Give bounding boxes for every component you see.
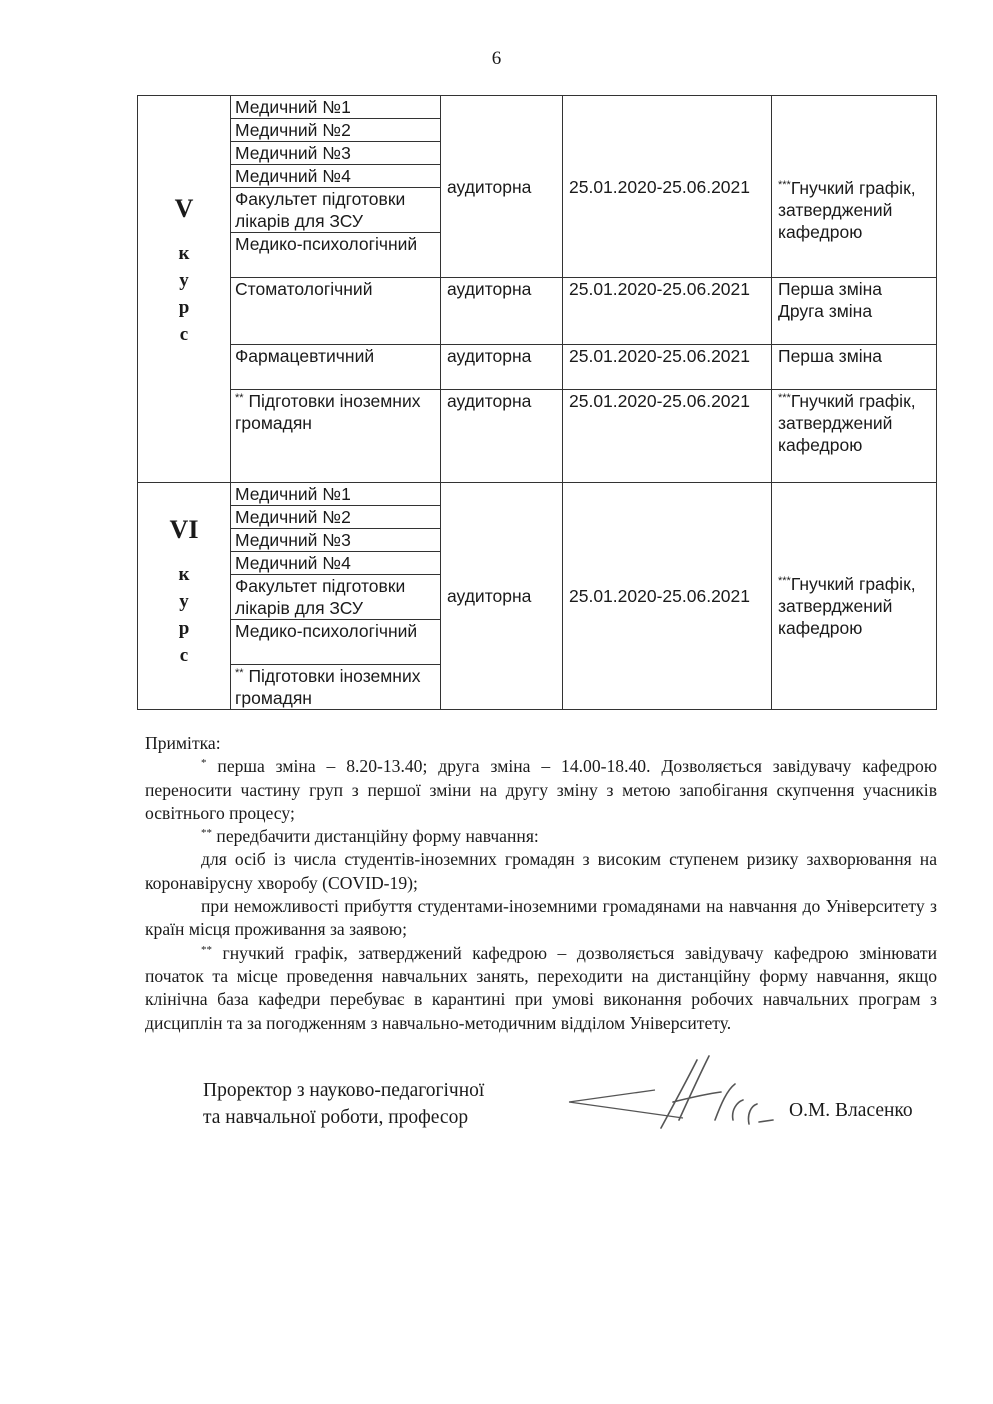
- table-row: [138, 96, 937, 119]
- handwritten-signature: [565, 1050, 785, 1140]
- schedule-table: [137, 95, 937, 710]
- note-text: передбачити дистанційну форму навчання:: [216, 826, 539, 847]
- course-cell-v: [138, 96, 231, 483]
- schedule-cell: Перша зміна Друга зміна: [772, 278, 937, 345]
- course-letter: к: [178, 564, 190, 585]
- note-distance: [145, 825, 937, 848]
- footnote-mark: **: [235, 392, 244, 404]
- schedule-cell: Перша зміна: [772, 345, 937, 390]
- study-period: 25.01.2020-25.06.2021: [563, 96, 772, 278]
- study-period: 25.01.2020-25.06.2021: [563, 483, 772, 710]
- faculty-name: Медичний №3: [231, 142, 441, 165]
- faculty-name: Медичний №1: [231, 96, 441, 119]
- study-period: 25.01.2020-25.06.2021: [563, 390, 772, 483]
- table-row: [138, 278, 937, 345]
- footnote-mark: **: [201, 827, 212, 840]
- faculty-name: Медичний №4: [231, 552, 441, 575]
- note-text: перша зміна – 8.20-13.40; друга зміна – 14.00-18.40. Дозволяється завідувачу кафедрою переносити частину груп з першої зміни на другу зміну з метою запобігання скупчення учасників освітнього процесу;: [145, 756, 937, 823]
- study-form: аудиторна: [441, 96, 563, 278]
- faculty-name: Факультет підготовки лікарів для ЗСУ: [231, 575, 441, 620]
- note-flexible: [145, 942, 937, 1035]
- course-cell-vi: [138, 483, 231, 710]
- faculty-name: Медико-психологічний: [231, 233, 441, 278]
- footnote-mark: **: [235, 667, 244, 679]
- footnote-mark: *: [201, 757, 207, 770]
- study-period: 25.01.2020-25.06.2021: [563, 345, 772, 390]
- faculty-name: Медичний №4: [231, 165, 441, 188]
- table-row: [138, 345, 937, 390]
- study-period: 25.01.2020-25.06.2021: [563, 278, 772, 345]
- faculty-name: Фармацевтичний: [231, 345, 441, 390]
- notes-heading: Примітка:: [145, 733, 221, 753]
- course-letter: у: [179, 591, 189, 612]
- note-distance-a: для осіб із числа студентів-іноземних громадян з високим ступенем ризику захворювання на коронавірусну хворобу (COVID-19);: [145, 849, 937, 893]
- course-letter: к: [178, 243, 190, 264]
- page-number: 6: [491, 48, 502, 69]
- signatory-position: [203, 1077, 484, 1131]
- note-text: гнучкий графік, затверджений кафедрою – дозволяється завідувачу кафедрою змінювати початок та місце проведення навчальних занять, переходити на дистанційну форму навчання, якщо клінічна база кафедри перебуває в карантині при умові виконання робочих навчальних програм з дисциплін та за погодженням з навчально-методичним відділом Університету.: [145, 942, 937, 1033]
- faculty-name: Факультет підготовки лікарів для ЗСУ: [231, 188, 441, 233]
- study-form: аудиторна: [441, 390, 563, 483]
- study-form: аудиторна: [441, 345, 563, 390]
- course-roman-vi: VI: [169, 515, 199, 544]
- schedule-cell: [772, 483, 937, 710]
- signatory-name: О.М. Власенко: [789, 1100, 913, 1121]
- faculty-foreign: Підготовки іноземних громадян: [235, 391, 421, 433]
- course-word-vi: [144, 561, 224, 669]
- table-row: [138, 390, 937, 483]
- footnote-mark: ***: [778, 575, 791, 587]
- faculty-name: Стоматологічний: [231, 278, 441, 345]
- note-distance-b: при неможливості прибуття студентами-іноземними громадянами на навчання до Університету з країн місця проживання за заявою;: [145, 896, 937, 940]
- faculty-name: [231, 665, 441, 710]
- course-word-v: [144, 240, 224, 348]
- course-letter: с: [179, 645, 189, 666]
- course-letter: р: [178, 618, 190, 639]
- study-form: аудиторна: [441, 483, 563, 710]
- schedule-text: Гнучкий графік, затверджений кафедрою: [778, 391, 916, 455]
- faculty-name: Медичний №3: [231, 529, 441, 552]
- schedule-cell: [772, 96, 937, 278]
- course-letter: с: [179, 324, 189, 345]
- schedule-text: Гнучкий графік, затверджений кафедрою: [778, 177, 916, 242]
- table-row: [138, 483, 937, 506]
- notes-section: [145, 732, 937, 1035]
- faculty-name: Медичний №1: [231, 483, 441, 506]
- faculty-name: Медичний №2: [231, 119, 441, 142]
- course-roman-v: V: [174, 194, 194, 223]
- position-line-2: та навчальної роботи, професор: [203, 1107, 469, 1128]
- note-shift: [145, 755, 937, 825]
- faculty-name: Медичний №2: [231, 506, 441, 529]
- faculty-name: Медико-психологічний: [231, 620, 441, 665]
- position-line-1: Проректор з науково-педагогічної: [203, 1080, 485, 1101]
- footnote-mark: ***: [778, 392, 791, 404]
- faculty-name: [231, 390, 441, 483]
- course-letter: у: [179, 270, 189, 291]
- faculty-foreign: Підготовки іноземних громадян: [235, 666, 421, 708]
- footnote-mark: ***: [778, 178, 791, 191]
- study-form: аудиторна: [441, 278, 563, 345]
- schedule-cell: [772, 390, 937, 483]
- course-letter: р: [178, 297, 190, 318]
- footnote-mark: **: [201, 943, 212, 956]
- schedule-text: Гнучкий графік, затверджений кафедрою: [778, 574, 916, 638]
